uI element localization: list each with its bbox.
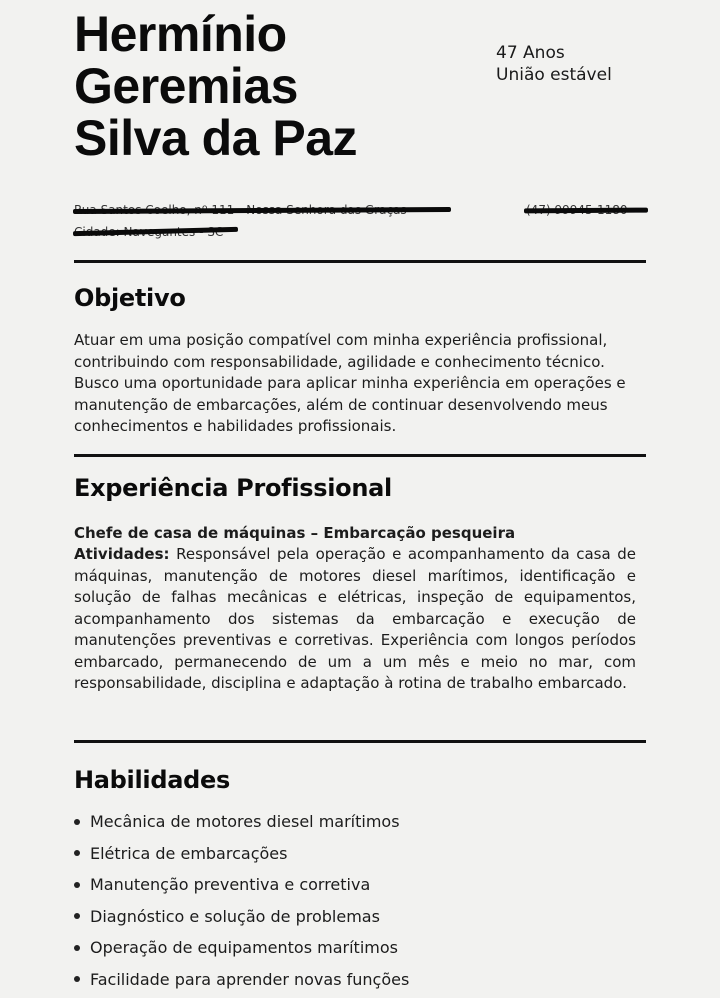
- bullet-icon: [74, 913, 80, 919]
- skill-text: Diagnóstico e solução de problemas: [90, 906, 380, 926]
- skill-item: [74, 806, 409, 838]
- skill-item: [74, 932, 409, 964]
- personal-info: [496, 42, 612, 86]
- redaction-mark-phone: [524, 208, 648, 214]
- skills-heading: Habilidades: [74, 766, 230, 794]
- name-line-2: Geremias: [74, 58, 298, 114]
- bullet-icon: [74, 976, 80, 982]
- divider-2: [74, 454, 646, 457]
- skill-text: Mecânica de motores diesel marítimos: [90, 812, 400, 831]
- age-text: 47 Anos: [496, 43, 565, 63]
- bullet-icon: [74, 850, 80, 856]
- objective-text: Atuar em uma posição compatível com minha experiência profissional, contribuindo com responsabilidade, agilidade e conhecimento técnico. Busco uma oportunidade para aplicar minha experiência em operações e manutenção de embarcações, além de continuar desenvolvendo meus conhecimentos e habilidades profissionais.: [74, 331, 626, 435]
- candidate-name: [74, 8, 474, 164]
- skills-list: [74, 806, 409, 995]
- experience-heading: Experiência Profissional: [74, 474, 392, 502]
- divider-3: [74, 740, 646, 743]
- skill-item: [74, 901, 409, 933]
- bullet-icon: [74, 819, 80, 825]
- name-line-3: Silva da Paz: [74, 110, 358, 166]
- divider-1: [74, 260, 646, 263]
- objective-heading: Objetivo: [74, 284, 186, 312]
- job-title: Chefe de casa de máquinas – Embarcação pesqueira: [74, 524, 516, 542]
- bullet-icon: [74, 882, 80, 888]
- skill-text: Facilidade para aprender novas funções: [90, 969, 410, 989]
- job-activities: [74, 544, 636, 695]
- skill-text: Manutenção preventiva e corretiva: [90, 875, 371, 894]
- name-line-1: Hermínio: [74, 6, 287, 62]
- marital-status-text: União estável: [496, 65, 612, 85]
- skill-text: Operação de equipamentos marítimos: [90, 938, 398, 957]
- bullet-icon: [74, 945, 80, 951]
- skill-item: [74, 869, 409, 901]
- activities-text: Responsável pela operação e acompanhamento da casa de máquinas, manutenção de motores diesel marítimos, identificação e solução de falhas mecânicas e elétricas, inspeção de equipamentos, acompanhamento dos sistemas da embarcação e execução de manutenções preventivas e corretivas. Experiência com longos períodos embarcado, permanecendo de um a um mês e meio no mar, com responsabilidade, disciplina e adaptação à rotina de trabalho embarcado.: [74, 545, 636, 692]
- skill-item: [74, 964, 409, 996]
- skill-item: [74, 838, 409, 870]
- skill-text: Elétrica de embarcações: [90, 843, 288, 863]
- activities-label: Atividades:: [74, 545, 170, 563]
